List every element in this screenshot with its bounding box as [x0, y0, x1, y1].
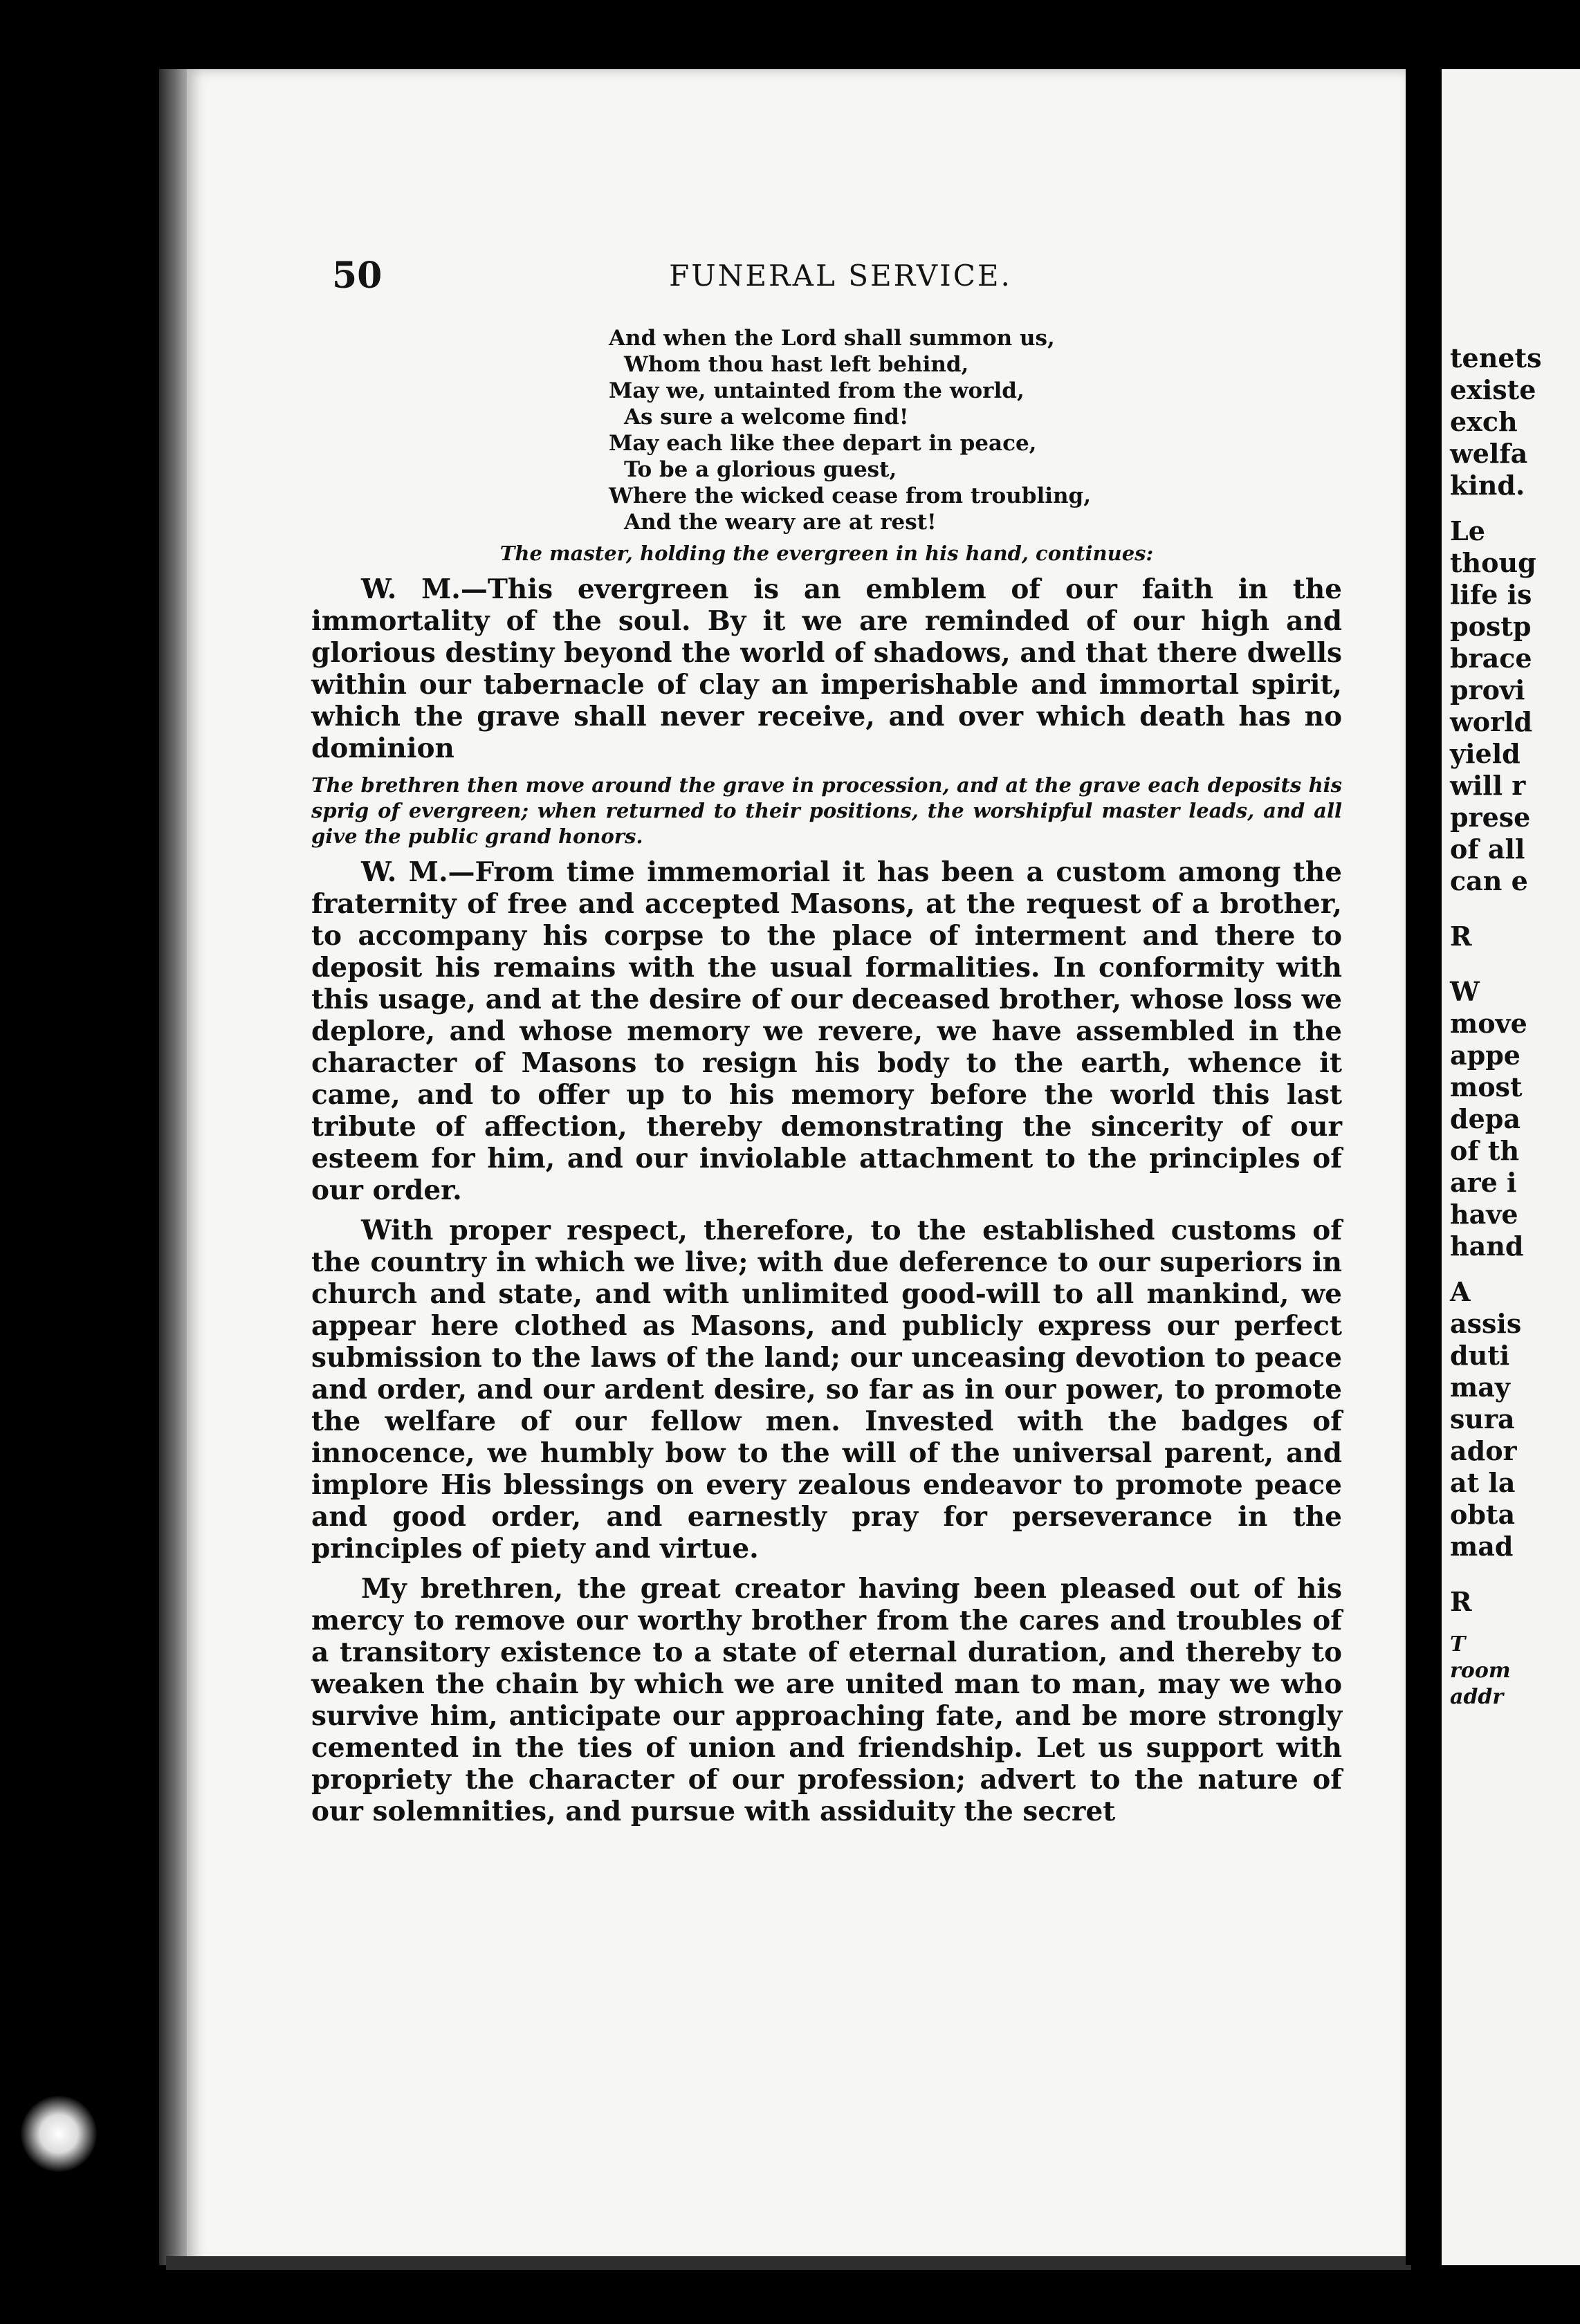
facing-line: will r	[1450, 770, 1526, 801]
facing-line: W	[1450, 976, 1480, 1007]
paragraph: W. M.—This evergreen is an emblem of our faith in the immortality of the soul. By it we are reminded of our high and glorious destiny beyond the world of shadows, and that there dwells within our tabernacle of clay an imperishable and immortal spirit, which the grave shall never receive, and over which death has no dominion	[311, 573, 1342, 764]
facing-line: brace	[1450, 643, 1532, 674]
page-number: 50	[332, 255, 383, 297]
poem-line: And when the Lord shall summon us,	[609, 326, 1055, 351]
poem-line: To be a glorious guest,	[624, 457, 897, 482]
facing-line: move	[1450, 1008, 1527, 1039]
facing-line: world	[1450, 706, 1533, 737]
paragraph: My brethren, the great creator having been pleased out of his mercy to remove our worthy brother from the cares and troubles of a transitory existence to a state of eternal duration, and thereby to weaken the chain by which we are united man to man, may we who survive him, anticipate our approaching fate, and be more strongly cemented in the ties of union and friendship. Let us support with propriety the character of our profession; advert to the nature of our solemnities, and pursue with assiduity the secret	[311, 1573, 1342, 1827]
facing-line: most	[1450, 1071, 1523, 1103]
facing-line: R	[1450, 1586, 1472, 1617]
poem-line: Whom thou hast left behind,	[624, 352, 969, 377]
facing-line: yield	[1450, 738, 1521, 769]
facing-page-text	[1442, 342, 1541, 1710]
facing-line: tenets	[1450, 342, 1542, 374]
facing-line: addr	[1450, 1685, 1504, 1709]
facing-line: T	[1450, 1632, 1466, 1657]
paragraph: With proper respect, therefore, to the established customs of the country in which we live; with due deference to our superiors in church and state, and with unlimited good-will to all mankind, we appear here clothed as Masons, and publicly express our perfect submission to the laws of the land; our unceasing devotion to peace and order, and our ardent desire, so far as in our power, to promote the welfare of our fellow men. Invested with the badges of innocence, we humbly bow to the will of the universal parent, and implore His blessings on every zealous endeavor to promote peace and good order, and earnestly pray for perseverance in the principles of piety and virtue.	[311, 1215, 1342, 1565]
facing-line: ador	[1450, 1435, 1517, 1466]
facing-line: exch	[1450, 406, 1518, 437]
facing-line: can e	[1450, 865, 1528, 896]
page-bottom-edge	[166, 2256, 1411, 2270]
facing-line: Le	[1450, 515, 1485, 546]
rubric-instruction: The master, holding the evergreen in his hand, continues:	[499, 542, 1154, 565]
book-gutter	[1406, 69, 1442, 2265]
page-body	[311, 325, 1342, 1836]
rubric-instruction: The brethren then move around the grave in procession, and at the grave each deposits his sprig of evergreen; when returned to their positions, the worshipful master leads, and all give the public grand honors.	[311, 773, 1342, 848]
poem-line: May each like thee depart in peace,	[609, 431, 1037, 456]
facing-line: life is	[1450, 579, 1532, 610]
facing-line: welfa	[1450, 438, 1528, 469]
running-head: FUNERAL SERVICE.	[669, 259, 1012, 293]
facing-line: duti	[1450, 1340, 1510, 1371]
scan-light-artifact	[21, 2096, 97, 2172]
poem-line: Where the wicked cease from troubling,	[609, 483, 1092, 508]
poem-line: As sure a welcome find!	[624, 405, 909, 430]
facing-line: appe	[1450, 1040, 1521, 1071]
facing-line: assis	[1450, 1308, 1522, 1339]
facing-line: sura	[1450, 1403, 1515, 1435]
facing-line: prese	[1450, 802, 1531, 833]
facing-line: mad	[1450, 1531, 1514, 1562]
facing-line: hand	[1450, 1230, 1524, 1262]
facing-page-fragment	[1442, 69, 1580, 2265]
facing-line: R	[1450, 921, 1472, 952]
facing-line: have	[1450, 1199, 1518, 1230]
poem-line: May we, untainted from the world,	[609, 378, 1025, 403]
facing-line: may	[1450, 1372, 1510, 1403]
facing-line: of th	[1450, 1135, 1520, 1166]
facing-line: postp	[1450, 611, 1532, 642]
page-header	[332, 255, 1349, 303]
facing-line: room	[1450, 1659, 1511, 1683]
facing-line: provi	[1450, 674, 1525, 706]
facing-line: A	[1450, 1276, 1471, 1307]
paragraph: W. M.—From time immemorial it has been a custom among the fraternity of free and accepted Masons, at the request of a brother, to accompany his corpse to the place of interment and there to deposit his remains with the usual formalities. In conformity with this usage, and at the desire of our deceased brother, whose loss we deplore, and whose memory we revere, we have assembled in the character of Masons to resign his body to the earth, whence it came, and to offer up to his memory before the world this last tribute of affection, thereby demonstrating the sincerity of our esteem for him, and our inviolable attachment to the principles of our order.	[311, 856, 1342, 1206]
facing-line: obta	[1450, 1499, 1516, 1530]
facing-line: at la	[1450, 1467, 1516, 1498]
facing-line: thoug	[1450, 547, 1536, 578]
facing-line: existe	[1450, 374, 1536, 405]
facing-line: depa	[1450, 1103, 1521, 1134]
book-page	[187, 69, 1406, 2265]
facing-line: are i	[1450, 1167, 1517, 1198]
poem-stanza	[609, 325, 1342, 535]
facing-line: of all	[1450, 833, 1525, 865]
facing-line: kind.	[1450, 470, 1525, 501]
poem-line: And the weary are at rest!	[624, 510, 937, 535]
